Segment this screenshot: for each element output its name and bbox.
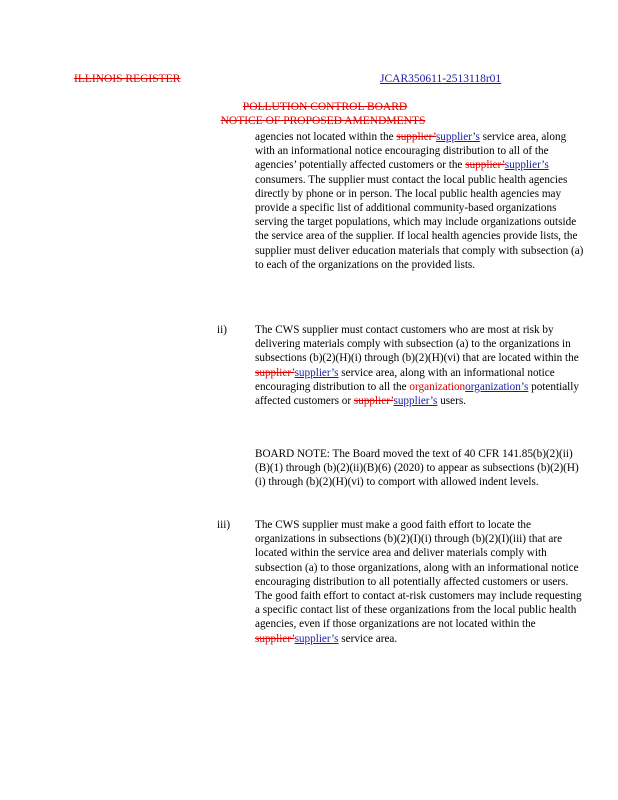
deleted-text: supplier’ (255, 632, 295, 645)
paragraph-text (255, 518, 585, 646)
item-number-ii: ii) (217, 324, 227, 336)
text-run: potentially affected customers or (255, 380, 579, 408)
text-run: agencies not located within the (255, 131, 397, 143)
text-run: users. (437, 395, 466, 408)
paragraph-top (255, 130, 585, 272)
item-iii-paragraph (255, 518, 585, 646)
paragraph-text (255, 323, 585, 408)
register-header: ILLINOIS REGISTER (74, 73, 181, 85)
text-run: service area, along with an informational notice encouraging distribution to all the (255, 366, 555, 393)
inserted-text: supplier’s (393, 395, 438, 408)
paragraph-text (255, 130, 585, 272)
inserted-text: supplier’s (294, 366, 339, 379)
inserted-text: supplier’s (435, 131, 480, 143)
item-number-iii: iii) (217, 519, 231, 531)
changed-text: organization (409, 380, 466, 393)
text-run: The CWS supplier must contact customers who are most at risk by delivering materials comply with subsection (a) to the organizations in subsections (b)(2)(H)(i) through (b)(2)(H)(vi) that are located within the (255, 324, 579, 365)
text-run: The CWS supplier must make a good faith effort to locate the organizations in subsections (b)(2)(I)(i) through (b)(2)(I)(iii) that are located within the service area and deliver materials comply with subsection (a) to those organizations, along with an informational notice encouraging distribution to all potentially affected customers or users. The good faith effort to contact at-risk customers may include requesting a specific contact list of these organizations from the local public health agencies, even if those organizations are not located within the (255, 519, 582, 631)
document-id: JCAR350611-2513118r01 (380, 73, 502, 85)
deleted-text: supplier’ (255, 366, 295, 379)
board-note (255, 447, 585, 490)
text-run: service area. (338, 632, 398, 645)
deleted-text: supplier’ (465, 159, 505, 172)
inserted-text: supplier’s (504, 159, 549, 172)
item-ii-paragraph (255, 323, 585, 408)
deleted-text: supplier’ (396, 131, 436, 143)
text-run: consumers. The supplier must contact the local public health agencies directly by phone or in person. The local public health agencies may provide a specific list of additional community-based organizations serving the target populations, which may include organizations outside the service area of the supplier. If local health agencies provide lists, the supplier must deliver education materials that comply with subsection (a) to each of the organizations on the provided lists. (255, 173, 584, 271)
board-note-text: BOARD NOTE: The Board moved the text of 40 CFR 141.85(b)(2)(ii)(B)(1) through (b)(2)(ii)(B)(6) (2020) to appear as subsections (b)(2)(H)(i) through (b)(2)(H)(vi) to comport with allowed indent levels. (255, 448, 579, 489)
notice-title: NOTICE OF PROPOSED AMENDMENTS (220, 115, 426, 127)
text-run: service area, along with an informational notice encouraging distribution to all of the agencies’ potentially affected customers or the (255, 131, 567, 172)
deleted-text: supplier’ (353, 395, 394, 408)
inserted-text: organization’s (465, 380, 529, 393)
inserted-text: supplier’s (294, 632, 339, 645)
board-title: POLLUTION CONTROL BOARD (242, 101, 408, 113)
